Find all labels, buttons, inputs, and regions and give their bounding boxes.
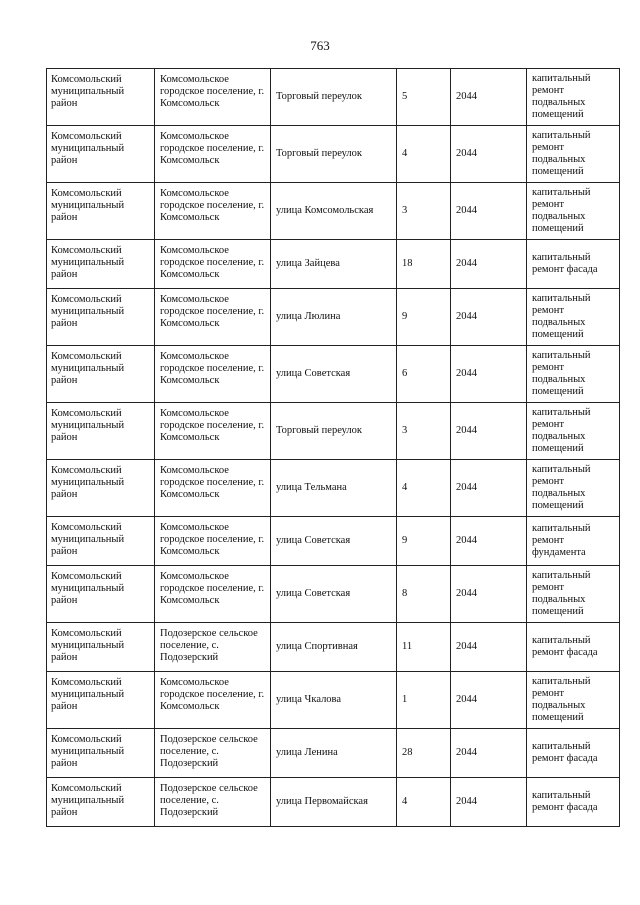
- house-cell: 9: [397, 517, 451, 566]
- street-cell: улица Первомайская: [271, 778, 397, 827]
- work-type-cell: капитальный ремонт фасада: [527, 623, 620, 672]
- settlement-cell: Комсомольское городское поселение, г. Комсомольск: [155, 460, 271, 517]
- house-cell: 6: [397, 346, 451, 403]
- year-cell: 2044: [451, 778, 527, 827]
- district-cell: Комсомольский муниципальный район: [47, 346, 155, 403]
- street-cell: Торговый переулок: [271, 69, 397, 126]
- table-row: [47, 517, 620, 566]
- work-type-cell: капитальный ремонт подвальных помещений: [527, 183, 620, 240]
- district-cell: Комсомольский муниципальный район: [47, 672, 155, 729]
- house-cell: 3: [397, 183, 451, 240]
- page-number: 763: [310, 38, 330, 53]
- work-type-cell: капитальный ремонт фундамента: [527, 517, 620, 566]
- district-cell: Комсомольский муниципальный район: [47, 623, 155, 672]
- house-cell: 18: [397, 240, 451, 289]
- year-cell: 2044: [451, 346, 527, 403]
- table-row: [47, 346, 620, 403]
- house-cell: 11: [397, 623, 451, 672]
- street-cell: улица Советская: [271, 346, 397, 403]
- house-cell: 5: [397, 69, 451, 126]
- year-cell: 2044: [451, 460, 527, 517]
- work-type-cell: капитальный ремонт фасада: [527, 729, 620, 778]
- district-cell: Комсомольский муниципальный район: [47, 240, 155, 289]
- settlement-cell: Подозерское сельское поселение, с. Подозерский: [155, 729, 271, 778]
- work-type-cell: капитальный ремонт подвальных помещений: [527, 672, 620, 729]
- street-cell: улица Комсомольская: [271, 183, 397, 240]
- repair-schedule-table: [46, 68, 620, 827]
- table-row: [47, 460, 620, 517]
- street-cell: улица Советская: [271, 517, 397, 566]
- year-cell: 2044: [451, 623, 527, 672]
- table-row: [47, 289, 620, 346]
- settlement-cell: Комсомольское городское поселение, г. Комсомольск: [155, 289, 271, 346]
- street-cell: улица Тельмана: [271, 460, 397, 517]
- house-cell: 4: [397, 778, 451, 827]
- table-row: [47, 566, 620, 623]
- work-type-cell: капитальный ремонт подвальных помещений: [527, 346, 620, 403]
- table-row: [47, 729, 620, 778]
- year-cell: 2044: [451, 403, 527, 460]
- settlement-cell: Комсомольское городское поселение, г. Комсомольск: [155, 672, 271, 729]
- street-cell: улица Чкалова: [271, 672, 397, 729]
- year-cell: 2044: [451, 289, 527, 346]
- settlement-cell: Комсомольское городское поселение, г. Комсомольск: [155, 517, 271, 566]
- street-cell: улица Советская: [271, 566, 397, 623]
- table-row: [47, 403, 620, 460]
- settlement-cell: Комсомольское городское поселение, г. Комсомольск: [155, 126, 271, 183]
- table-row: [47, 183, 620, 240]
- work-type-cell: капитальный ремонт подвальных помещений: [527, 289, 620, 346]
- settlement-cell: Комсомольское городское поселение, г. Комсомольск: [155, 566, 271, 623]
- district-cell: Комсомольский муниципальный район: [47, 403, 155, 460]
- settlement-cell: Комсомольское городское поселение, г. Комсомольск: [155, 346, 271, 403]
- table-row: [47, 623, 620, 672]
- year-cell: 2044: [451, 672, 527, 729]
- street-cell: улица Люлина: [271, 289, 397, 346]
- district-cell: Комсомольский муниципальный район: [47, 566, 155, 623]
- work-type-cell: капитальный ремонт фасада: [527, 240, 620, 289]
- table-body: [47, 69, 620, 827]
- table-row: [47, 240, 620, 289]
- work-type-cell: капитальный ремонт подвальных помещений: [527, 460, 620, 517]
- repair-schedule-table-container: [46, 68, 619, 827]
- settlement-cell: Комсомольское городское поселение, г. Комсомольск: [155, 403, 271, 460]
- street-cell: Торговый переулок: [271, 126, 397, 183]
- district-cell: Комсомольский муниципальный район: [47, 517, 155, 566]
- district-cell: Комсомольский муниципальный район: [47, 289, 155, 346]
- table-row: [47, 126, 620, 183]
- district-cell: Комсомольский муниципальный район: [47, 183, 155, 240]
- district-cell: Комсомольский муниципальный район: [47, 460, 155, 517]
- year-cell: 2044: [451, 183, 527, 240]
- year-cell: 2044: [451, 517, 527, 566]
- settlement-cell: Комсомольское городское поселение, г. Комсомольск: [155, 183, 271, 240]
- house-cell: 9: [397, 289, 451, 346]
- house-cell: 28: [397, 729, 451, 778]
- house-cell: 8: [397, 566, 451, 623]
- year-cell: 2044: [451, 240, 527, 289]
- year-cell: 2044: [451, 126, 527, 183]
- settlement-cell: Подозерское сельское поселение, с. Подозерский: [155, 778, 271, 827]
- year-cell: 2044: [451, 729, 527, 778]
- street-cell: Торговый переулок: [271, 403, 397, 460]
- table-row: [47, 778, 620, 827]
- house-cell: 4: [397, 126, 451, 183]
- house-cell: 1: [397, 672, 451, 729]
- table-row: [47, 69, 620, 126]
- street-cell: улица Ленина: [271, 729, 397, 778]
- house-cell: 3: [397, 403, 451, 460]
- street-cell: улица Зайцева: [271, 240, 397, 289]
- work-type-cell: капитальный ремонт фасада: [527, 778, 620, 827]
- district-cell: Комсомольский муниципальный район: [47, 69, 155, 126]
- table-row: [47, 672, 620, 729]
- work-type-cell: капитальный ремонт подвальных помещений: [527, 403, 620, 460]
- street-cell: улица Спортивная: [271, 623, 397, 672]
- district-cell: Комсомольский муниципальный район: [47, 729, 155, 778]
- year-cell: 2044: [451, 566, 527, 623]
- district-cell: Комсомольский муниципальный район: [47, 778, 155, 827]
- settlement-cell: Комсомольское городское поселение, г. Комсомольск: [155, 69, 271, 126]
- district-cell: Комсомольский муниципальный район: [47, 126, 155, 183]
- settlement-cell: Комсомольское городское поселение, г. Комсомольск: [155, 240, 271, 289]
- work-type-cell: капитальный ремонт подвальных помещений: [527, 126, 620, 183]
- year-cell: 2044: [451, 69, 527, 126]
- work-type-cell: капитальный ремонт подвальных помещений: [527, 566, 620, 623]
- work-type-cell: капитальный ремонт подвальных помещений: [527, 69, 620, 126]
- settlement-cell: Подозерское сельское поселение, с. Подозерский: [155, 623, 271, 672]
- house-cell: 4: [397, 460, 451, 517]
